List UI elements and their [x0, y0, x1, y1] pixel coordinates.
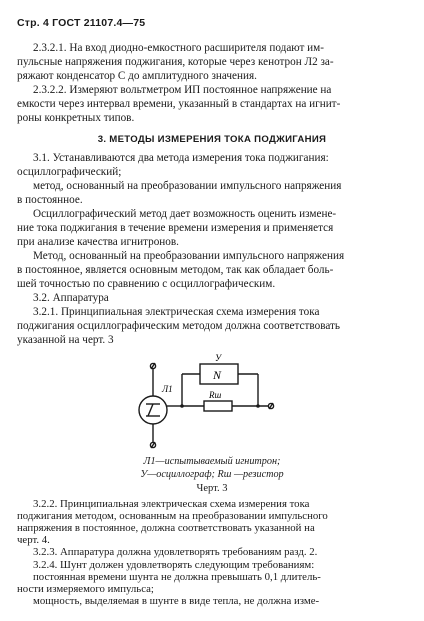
text-line: ряжают конденсатор C до амплитудного значения. [17, 70, 257, 82]
text-line: напряжения в постоянное, должна соответствовать указанной на [17, 522, 315, 535]
label-tube: Л1 [162, 384, 173, 394]
text-line: шей точностью по сравнению с осциллографическим. [17, 278, 276, 290]
text-line: Метод, основанный на преобразовании импульсного напряжения [33, 250, 345, 262]
text-line: 3.2.3. Аппаратура должна удовлетворять требованиям разд. 2. [33, 546, 318, 559]
text-line: 2.3.2.2. Измеряют вольтметром ИП постоянное напряжение на [33, 84, 332, 96]
text-line: при анализе качества игнитронов. [17, 236, 179, 248]
circuit-diagram [120, 354, 310, 450]
subsection-heading: 3.2. Аппаратура [33, 292, 109, 304]
figure-caption-line: У—осциллограф; Rш —резистор [140, 469, 284, 480]
text-line: 3.2.4. Шунт должен удовлетворять следующим требованиям: [33, 558, 315, 571]
page-header: Стр. 4 ГОСТ 21107.4—75 [17, 17, 146, 29]
label-resistor: Rш [209, 390, 222, 400]
text-line: указанной на черт. 3 [17, 334, 114, 346]
text-line: ности измеряемого импульса; [17, 582, 154, 595]
figure-number: Черт. 3 [196, 483, 228, 494]
text-line: осциллографический; [17, 166, 122, 178]
text-line: 3.1. Устанавливаются два метода измерения тока поджигания: [33, 152, 329, 164]
text-line: поджигания методом, основанным на преобразовании импульсного [17, 510, 328, 523]
text-line: 3.2.1. Принципиальная электрическая схема измерения тока [33, 306, 320, 318]
section-heading: 3. МЕТОДЫ ИЗМЕРЕНИЯ ТОКА ПОДЖИГАНИЯ [97, 134, 327, 145]
text-line: ние тока поджигания в течение времени измерения и применяется [17, 222, 334, 234]
text-line: метод, основанный на преобразовании импульсного напряжения [33, 180, 342, 192]
label-n: N [213, 368, 222, 382]
text-line: пульсные напряжения поджигания, которые через кенотрон Л2 за- [17, 56, 334, 68]
text-line: в постоянное. [17, 194, 83, 206]
text-line: в постоянное, является основным методом, так как обладает боль- [17, 264, 334, 276]
label-oscilloscope: У [215, 354, 222, 363]
text-line: черт. 4. [17, 534, 50, 547]
text-line: роны конкретных типов. [17, 112, 135, 124]
text-line: постоянная времени шунта не должна превышать 0,1 длитель- [33, 570, 321, 583]
text-line: мощность, выделяемая в шунте в виде тепла, не должна изме- [33, 594, 320, 607]
text-line: 2.3.2.1. На вход диодно-емкостного расширителя подают им- [33, 42, 324, 54]
text-line: 3.2.2. Принципиальная электрическая схема измерения тока [33, 498, 310, 510]
text-line: поджигания осциллографическим методом должна соответствовать [17, 320, 340, 332]
text-line: емкости через интервал времени, указанный в стандартах на игнит- [17, 98, 341, 110]
text-line: Осциллографический метод дает возможность оценить измене- [33, 208, 337, 220]
figure-caption-line: Л1—испытываемый игнитрон; [143, 456, 281, 467]
